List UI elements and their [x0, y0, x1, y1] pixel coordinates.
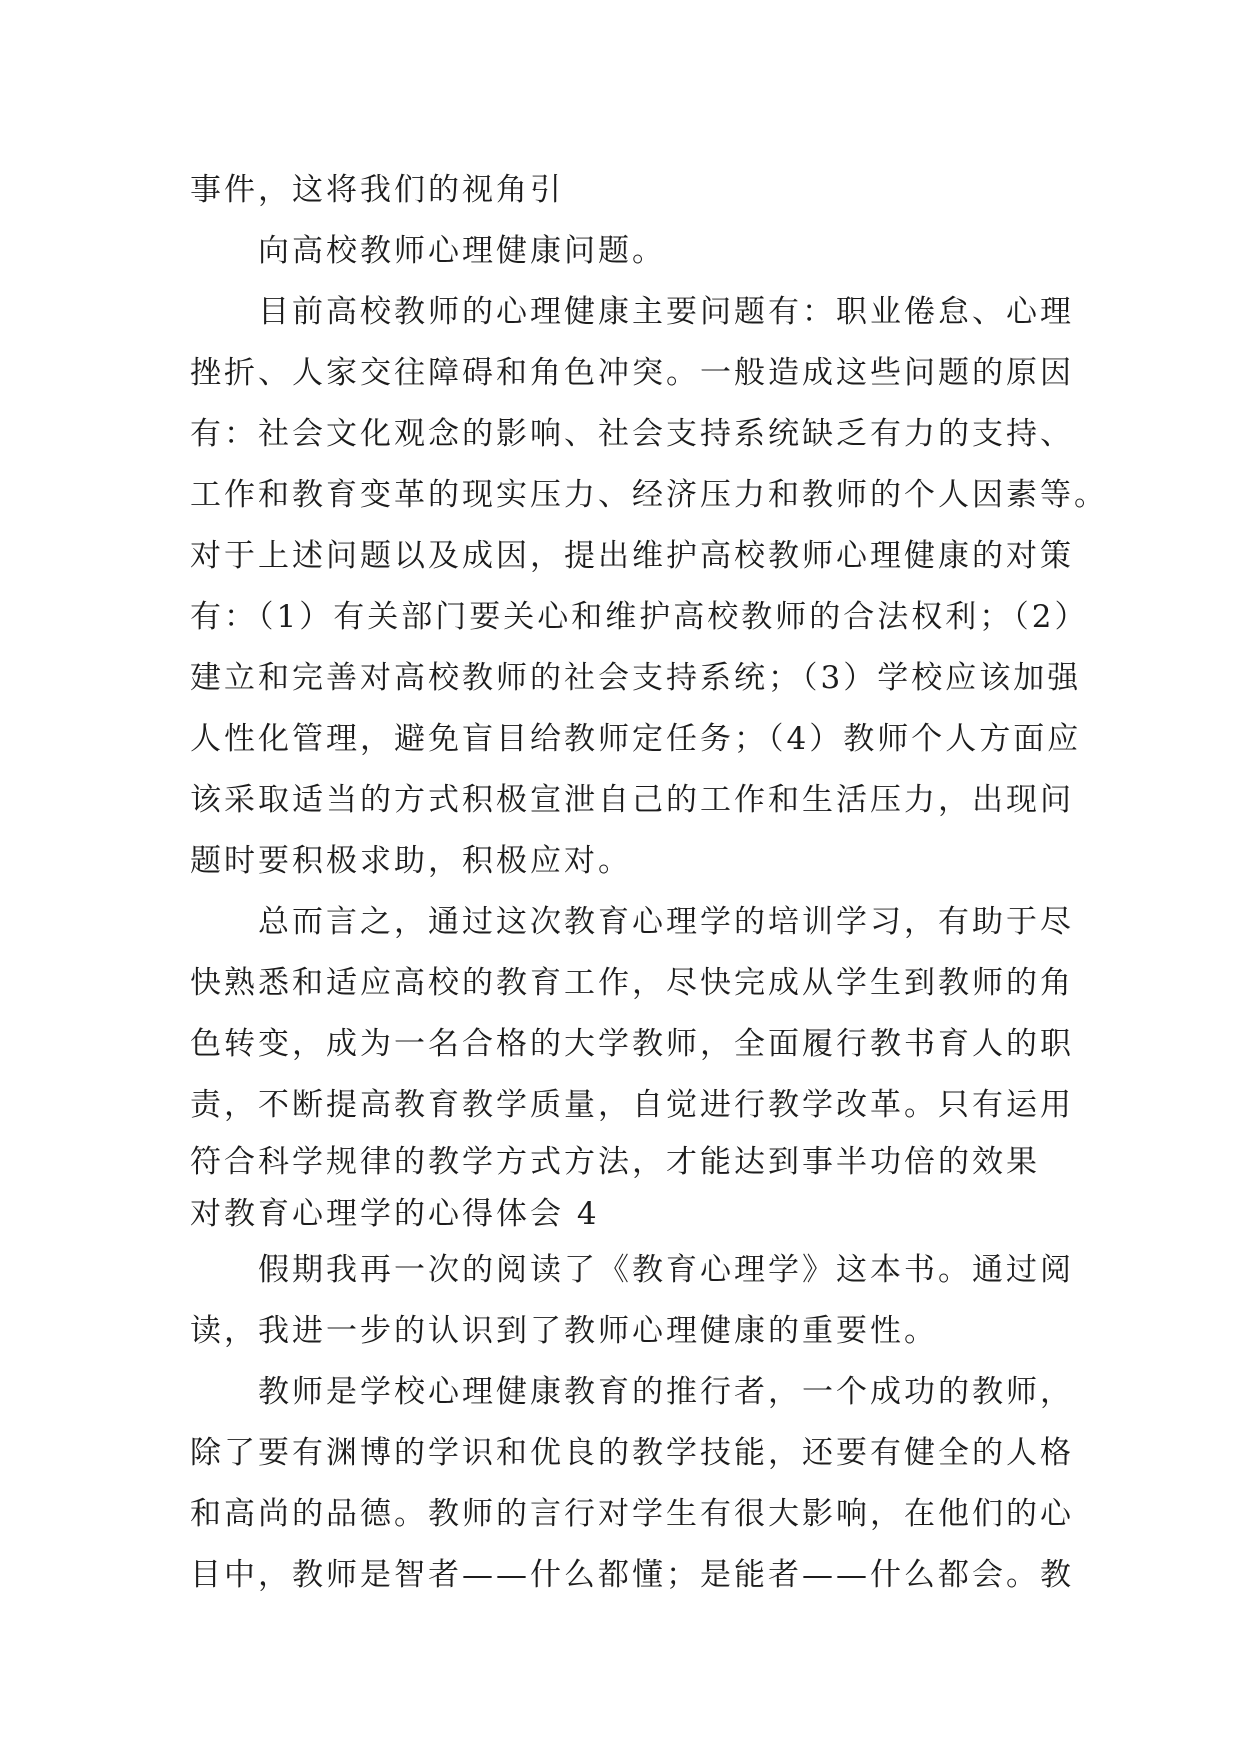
text-line: 工作和教育变革的现实压力、经济压力和教师的个人因素等。 [190, 477, 1108, 513]
text-line: 符合科学规律的教学方式方法，才能达到事半功倍的效果 [190, 1144, 1040, 1180]
text-line: 有：社会文化观念的影响、社会支持系统缺乏有力的支持、 [190, 416, 1074, 452]
paragraph-line: 目前高校教师的心理健康主要问题有：职业倦怠、心理 [258, 294, 1074, 330]
paragraph-line: 总而言之，通过这次教育心理学的培训学习，有助于尽 [258, 904, 1074, 940]
text-line: 建立和完善对高校教师的社会支持系统；（3）学校应该加强 [190, 660, 1082, 696]
text-line: 该采取适当的方式积极宣泄自己的工作和生活压力，出现问 [190, 782, 1074, 818]
text-line: 人性化管理，避免盲目给教师定任务；（4）教师个人方面应 [190, 721, 1082, 757]
paragraph-line: 向高校教师心理健康问题。 [258, 233, 666, 269]
text-line: 和高尚的品德。教师的言行对学生有很大影响，在他们的心 [190, 1496, 1074, 1532]
text-line: 读，我进一步的认识到了教师心理健康的重要性。 [190, 1313, 938, 1349]
text-line: 目中，教师是智者——什么都懂；是能者——什么都会。教 [190, 1557, 1074, 1593]
text-line: 有：（1）有关部门要关心和维护高校教师的合法权利；（2） [190, 599, 1089, 635]
text-line: 对于上述问题以及成因，提出维护高校教师心理健康的对策 [190, 538, 1074, 574]
text-line: 挫折、人家交往障碍和角色冲突。一般造成这些问题的原因 [190, 355, 1074, 391]
text-line: 除了要有渊博的学识和优良的教学技能，还要有健全的人格 [190, 1435, 1074, 1471]
text-line: 快熟悉和适应高校的教育工作，尽快完成从学生到教师的角 [190, 965, 1074, 1001]
section-heading: 对教育心理学的心得体会 4 [190, 1196, 600, 1232]
document-body [190, 160, 1108, 1606]
text-line: 色转变，成为一名合格的大学教师，全面履行教书育人的职 [190, 1026, 1074, 1062]
text-line: 题时要积极求助，积极应对。 [190, 843, 632, 879]
text-line: 事件，这将我们的视角引 [190, 172, 564, 208]
paragraph-line: 教师是学校心理健康教育的推行者，一个成功的教师， [258, 1374, 1074, 1410]
text-line: 责，不断提高教育教学质量，自觉进行教学改革。只有运用 [190, 1087, 1074, 1123]
paragraph-line: 假期我再一次的阅读了《教育心理学》这本书。通过阅 [258, 1252, 1074, 1288]
